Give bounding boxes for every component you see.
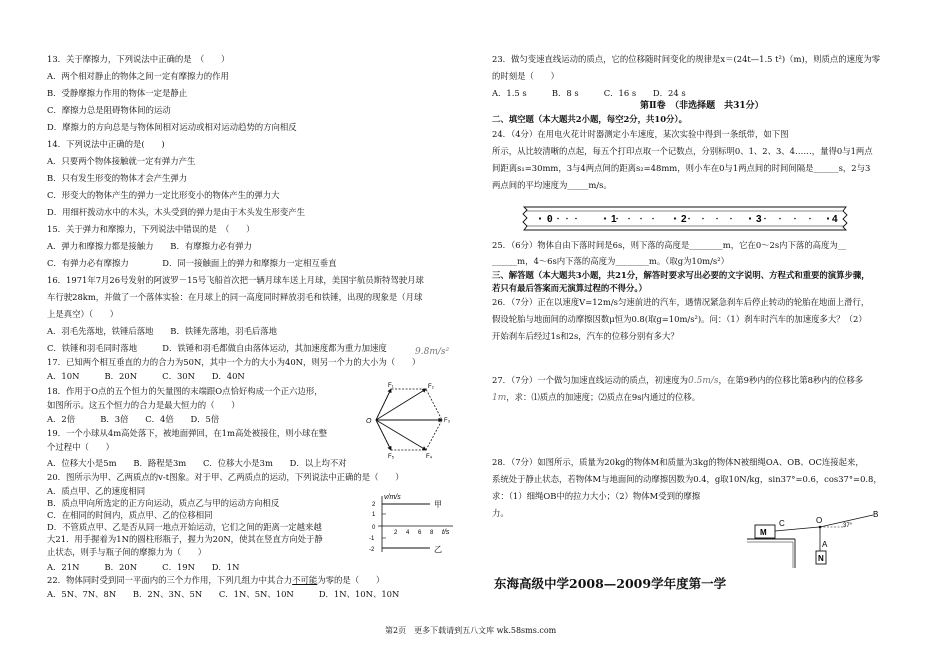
label-o: O — [366, 418, 372, 425]
vt-ylabel: v/m/s — [384, 494, 401, 501]
label-f1: F₁ — [388, 383, 394, 389]
part2-heading: 第Ⅱ卷 （非选择题 共31分） — [640, 101, 764, 111]
q21-text: 止状态，则手与瓶子间的摩擦力为（ ） — [47, 547, 207, 557]
q20-option-b: B．质点甲向所选定的正方向运动，质点乙与甲的运动方向相反 — [47, 498, 280, 508]
q23-text: 的时刻是（ ） — [492, 71, 559, 81]
gravity-note: 9.8m/s² — [415, 347, 450, 357]
q28-text: 力。 — [492, 508, 509, 518]
q19-text: 19．一个小球从4m高处落下，被地面弹回，在1m高处被接住，则小球在整 — [47, 428, 328, 438]
q24-text-pre: 两点间的平均速度为 — [492, 180, 568, 190]
text-line: A．两个相对静止的物体之间一定有摩擦力的作用 — [47, 71, 229, 81]
q24-text: 间距离s₁=30mm，3与4两点间的距离s₂=48mm，则小车在0与1两点间的时间间隔是______s，2与3 — [492, 163, 871, 173]
q28-text: 28．（7分）如图所示，质量为20kg的物体M和质量为3kg的物体N被细绳OA、OB、OC连接起来， — [492, 457, 864, 467]
vt-label-yi: 乙 — [434, 545, 442, 554]
solve-heading: 若只有最后答案而无演算过程的不得分。） — [492, 283, 647, 293]
q27-text-pre: 27．（7分）一个做匀加速直线运动的质点，初速度为 — [492, 375, 689, 385]
text-line: C．有弹力必有摩擦力 D．同一接触面上的弹力和摩擦力一定相互垂直 — [47, 258, 337, 268]
vt-ytick: -1 — [369, 536, 375, 542]
q22-text — [47, 575, 384, 586]
q20-option-d: D．不管质点甲、乙是否从同一地点开始运动，它们之间的距离一定越来越 — [47, 522, 322, 532]
text-line: 13．关于摩擦力，下列说法中正确的是 （ ） — [47, 54, 230, 64]
text-line: 上是真空）（ ） — [47, 309, 119, 319]
vt-xtick: 2 — [394, 530, 398, 536]
tape-label: 1 — [611, 214, 617, 225]
vt-label-jia: 甲 — [434, 500, 442, 509]
vt-graph — [368, 492, 458, 560]
label-f4: F₄ — [426, 454, 433, 460]
hexagon-force-diagram — [360, 383, 455, 458]
vt-ytick: -2 — [369, 547, 375, 553]
text-line: B．受静摩擦力作用的物体一定是静止 — [47, 88, 188, 98]
q24-text: 24．（4分）在用电火花计时器测定小车速度，某次实验中得到一条纸带，如下图 — [492, 129, 789, 139]
q18-text: 如图所示。这五个恒力的合力是最大恒力的（ ） — [47, 400, 240, 410]
q28-figure — [745, 505, 895, 570]
label-b: B — [873, 510, 879, 519]
q28-text: 系统处于静止状态，若物体M与地面间的动摩擦因数为0.4，g取10N/kg，sin37°=0.6，cos37°=0.8， — [492, 474, 882, 484]
text-line: A．只要两个物体接触就一定有弹力产生 — [47, 156, 196, 166]
label-c: C — [779, 519, 785, 528]
q27-v0: 0.5m/s — [688, 376, 719, 386]
label-a: A — [822, 540, 828, 549]
q24-text: 所示，从比较清晰的点起，每五个打印点取一个记数点，分别标明0、1、2、3、4……，量得0与1两点 — [492, 146, 873, 156]
q17-options: A．10N B．20N C．30N D．40N — [47, 371, 245, 381]
vt-xtick: 4 — [406, 530, 410, 536]
q22-text-post: 为零的是（ ） — [317, 575, 385, 585]
q18-options: A．2倍 B．3倍 C．4倍 D．5倍 — [47, 414, 220, 424]
vt-xtick: 8 — [430, 530, 434, 536]
label-m: M — [760, 528, 767, 537]
text-line: C．形变大的物体产生的弹力一定比形变小的物体产生的弹力大 — [47, 190, 280, 200]
vt-ytick: 0 — [372, 525, 376, 531]
text-line: D．用细杆拨动水中的木头，木头受到的弹力是由于木头发生形变产生 — [47, 207, 305, 217]
q24-text — [492, 180, 612, 191]
tape-label: 3 — [756, 214, 762, 225]
q19-text: 个过程中（ ） — [47, 442, 114, 452]
solve-heading: 三、解答题（本大题共3小题，共21分，解答时要求写出必要的文字说明、方程式和重要的演算步骤， — [492, 270, 870, 280]
q22-underlined: 不可能 — [292, 575, 318, 585]
q18-text: 18．作用于O点的五个恒力的矢量图的末端跟O点恰好构成一个正六边形， — [47, 386, 323, 396]
q27-text-mid: ，在第9秒内的位移比第8秒内的位移多 — [718, 375, 864, 385]
text-line: 16．1971年7月26号发射的阿波罗－15号飞船首次把一辆月球车送上月球，美国宇航员斯特驾驶月球 — [47, 275, 424, 285]
text-line: 15．关于弹力和摩擦力，下列说法中错误的是 （ ） — [47, 224, 255, 234]
label-angle: 37° — [843, 523, 853, 529]
text-line: A．羽毛先落地，铁锤后落地 B．铁锤先落地，羽毛后落地 — [47, 326, 277, 336]
q20-text: 20．图所示为甲、乙两质点的v-t图象。对于甲、乙两质点的运动，下列说法中正确的是（ ） — [47, 472, 404, 482]
q27-text — [492, 392, 700, 404]
q26-text: 假设轮胎与地面间的动摩擦因数μ恒为0.8(取g=10m/s²)。问：（1）刹车时汽车的加速度多大？（2） — [492, 314, 867, 324]
paper-tape — [520, 203, 850, 233]
q28-text: 求：（1）细绳OB中的拉力大小；（2）物体M受到的摩擦 — [492, 491, 701, 501]
q20-option-a: A．质点甲、乙的速度相同 — [47, 486, 146, 496]
tape-label: 4 — [832, 214, 838, 225]
q25-text: 25．（6分）物体自由下落时间是6s，则下落的高度是________m，它在0～2s内下落的高度为__ — [492, 240, 847, 250]
label-f2: F₂ — [428, 384, 434, 390]
label-n: N — [818, 554, 824, 563]
q23-options: A．1.5 s B．8 s C．16 s D．24 s — [492, 88, 686, 98]
text-line: D．摩擦力的方向总是与物体间相对运动或相对运动趋势的方向相反 — [47, 122, 297, 132]
text-line: A．弹力和摩擦力都是接触力 B．有摩擦力必有弹力 — [47, 241, 252, 251]
q22-options: A．5N、7N、8N B．2N、3N、5N C．1N、5N、10N D．1N、10N、10N — [47, 589, 400, 599]
q20-option-c: C．在相同的时间内，质点甲、乙的位移相同 — [47, 510, 213, 520]
page-footer: 第2页 更多下载请到五八文库 wk.58sms.com — [385, 626, 557, 635]
label-o: O — [816, 516, 823, 525]
q26-text: 26．（7分）正在以速度V=12m/s匀速前进的汽车，遇情况紧急刹车后停止转动的轮胎在地面上滑行， — [492, 297, 870, 307]
q26-text: 开始刹车后经过1s和2s，汽车的位移分别有多大？ — [492, 331, 679, 341]
text-line: C．铁锤和羽毛同时落地 D．铁锤和羽毛都做自由落体运动，其加速度都为重力加速度 — [47, 343, 387, 353]
school-title: 东海高级中学2008—2009学年度第一学 — [494, 576, 727, 591]
q19-options: A．位移大小是5m B．路程是3m C．位移大小是3m D．以上均不对 — [47, 458, 347, 468]
text-line: 车行驶28km，并做了一个落体实验：在月球上的同一高度同时释放羽毛和铁锤，出现的现象是（月球 — [47, 292, 423, 302]
q20-option-d: 大21．用手握着为1N的圆柱形瓶子，握力为20N，使其在竖直方向处于静 — [47, 534, 323, 544]
q23-text: 23．做匀变速直线运动的质点，它的位移随时间变化的规律是x＝(24t—1.5 t²)（m)，则质点的速度为零 — [492, 54, 881, 64]
q27-text — [492, 375, 863, 387]
q27-text-post: ，求：⑴质点的加速度；⑵质点在9s内通过的位移。 — [506, 392, 701, 402]
tape-label: 0 — [547, 214, 553, 225]
fill-heading: 二、填空题（本大题共2小题，每空2分，共10分）。 — [492, 114, 687, 124]
tape-label: 2 — [681, 214, 687, 225]
vt-xlabel: t/s — [442, 529, 450, 536]
vt-xtick: 6 — [418, 530, 422, 536]
q17-text: 17．已知两个相互垂直的力的合力为50N，其中一个力的大小为40N，则另一个力的大小为（ ） — [47, 357, 421, 367]
label-f5: F₅ — [388, 454, 395, 460]
q24-text-post: m/s。 — [588, 180, 612, 190]
q25-text: ______m，4～6s内下落的高度为________m。（取g为10m/s²） — [492, 256, 729, 266]
vt-ytick: 1 — [372, 512, 376, 518]
text-line: 14．下列说法中正确的是( ) — [47, 139, 165, 149]
label-f3: F₃ — [444, 418, 451, 424]
q27-unit: 1m — [492, 393, 507, 403]
q22-text-pre: 22．物体同时受到同一平面内的三个力作用，下列几组力中其合力 — [47, 575, 293, 585]
text-line: B．只有发生形变的物体才会产生弹力 — [47, 173, 188, 183]
q21-options: A．21N B．20N C．19N D．1N — [47, 562, 240, 572]
q24-blank: _____ — [567, 180, 589, 190]
vt-ytick: 2 — [372, 502, 376, 508]
text-line: C．摩擦力总是阻碍物体间的运动 — [47, 105, 171, 115]
